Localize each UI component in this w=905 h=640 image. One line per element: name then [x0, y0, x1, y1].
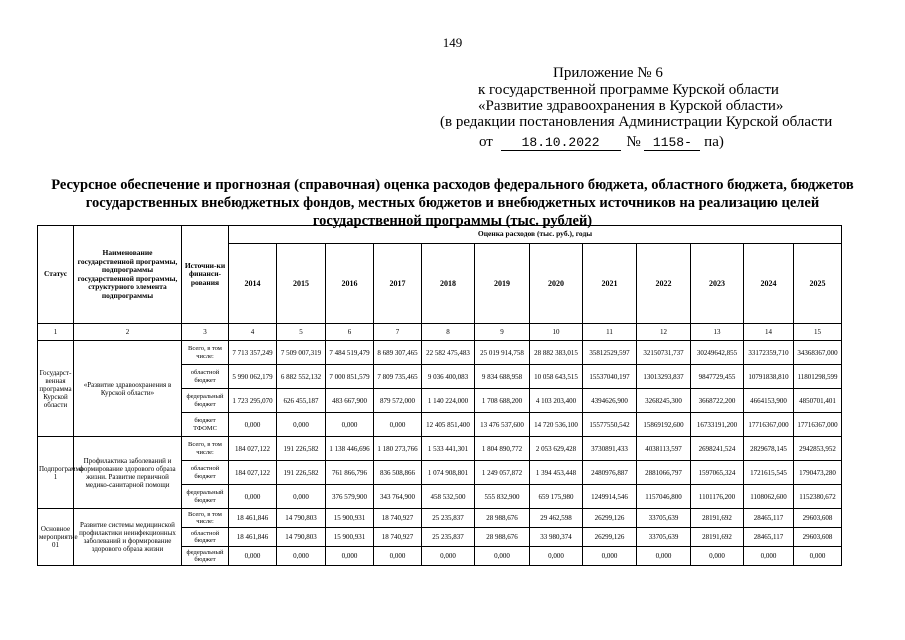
- table-cell: 1 804 890,772: [475, 437, 530, 461]
- table-cell: 2829678,145: [744, 437, 794, 461]
- table-cell: 15577550,542: [583, 413, 637, 437]
- table-cell: 9 834 688,958: [475, 365, 530, 389]
- column-number: 7: [374, 324, 422, 341]
- table-cell: 2480976,887: [583, 461, 637, 485]
- table-cell: 30249642,855: [691, 341, 744, 365]
- table-cell: 33 980,374: [530, 528, 583, 547]
- table-cell: 4 103 203,400: [530, 389, 583, 413]
- row-status: Основное мероприятие 01: [38, 509, 74, 566]
- table-cell: 10 058 643,515: [530, 365, 583, 389]
- table-cell: 15537040,197: [583, 365, 637, 389]
- table-cell: 0,000: [691, 547, 744, 566]
- table-cell: 17716367,000: [744, 413, 794, 437]
- year-header: 2021: [583, 244, 637, 324]
- column-number: 13: [691, 324, 744, 341]
- row-funding-source: областной бюджет: [182, 528, 229, 547]
- appendix-date-line: [479, 132, 724, 152]
- column-number: 14: [744, 324, 794, 341]
- row-status: Государст-венная программа Курской области: [38, 341, 74, 437]
- table-cell: 0,000: [637, 547, 691, 566]
- table-cell: 2698241,524: [691, 437, 744, 461]
- table-cell: 29603,608: [794, 509, 842, 528]
- year-header: 2018: [422, 244, 475, 324]
- table-cell: 9 036 400,083: [422, 365, 475, 389]
- table-cell: 28465,117: [744, 509, 794, 528]
- table-cell: 191 226,582: [277, 437, 326, 461]
- row-funding-source: федеральный бюджет: [182, 389, 229, 413]
- table-cell: 1 140 224,000: [422, 389, 475, 413]
- table-cell: 184 027,122: [229, 461, 277, 485]
- year-header: 2017: [374, 244, 422, 324]
- table-cell: 14 790,803: [277, 528, 326, 547]
- number-label: №: [626, 134, 641, 150]
- table-cell: 3668722,200: [691, 389, 744, 413]
- column-number: 5: [277, 324, 326, 341]
- table-cell: 18 740,927: [374, 509, 422, 528]
- table-cell: 0,000: [277, 547, 326, 566]
- table-cell: 0,000: [229, 547, 277, 566]
- table-cell: 29 462,598: [530, 509, 583, 528]
- table-cell: 1249914,546: [583, 485, 637, 509]
- row-funding-source: областной бюджет: [182, 461, 229, 485]
- table-cell: 14 720 536,100: [530, 413, 583, 437]
- table-cell: 11801298,599: [794, 365, 842, 389]
- resolution-date: 18.10.2022: [501, 135, 621, 151]
- year-header: 2022: [637, 244, 691, 324]
- table-row: [38, 437, 842, 461]
- table-cell: 0,000: [794, 547, 842, 566]
- column-number: 2: [74, 324, 182, 341]
- table-cell: 1 723 295,070: [229, 389, 277, 413]
- table-cell: 343 764,900: [374, 485, 422, 509]
- resource-table: [37, 225, 842, 566]
- table-cell: 7 484 519,479: [326, 341, 374, 365]
- table-cell: 25 235,837: [422, 528, 475, 547]
- table-cell: 1152380,672: [794, 485, 842, 509]
- table-cell: 0,000: [583, 547, 637, 566]
- row-program-name: Профилактика заболеваний и формирование здорового образа жизни. Развитие первичной медико-санитарной помощи: [74, 437, 182, 509]
- column-number: 10: [530, 324, 583, 341]
- table-cell: 28 882 383,015: [530, 341, 583, 365]
- table-cell: 2942853,952: [794, 437, 842, 461]
- year-header: 2019: [475, 244, 530, 324]
- table-cell: 12 405 851,400: [422, 413, 475, 437]
- table-cell: 761 866,796: [326, 461, 374, 485]
- column-numbers-row: [38, 324, 842, 341]
- year-header: 2025: [794, 244, 842, 324]
- table-cell: 1721615,545: [744, 461, 794, 485]
- column-number: 1: [38, 324, 74, 341]
- table-cell: 18 461,846: [229, 528, 277, 547]
- header-name: Наименование государственной программы, подпрограммы государственной программы, структурного элемента подпрограммы: [74, 226, 182, 324]
- column-number: 15: [794, 324, 842, 341]
- table-cell: 184 027,122: [229, 437, 277, 461]
- column-number: 8: [422, 324, 475, 341]
- column-number: 3: [182, 324, 229, 341]
- table-cell: 0,000: [422, 547, 475, 566]
- table-cell: 0,000: [530, 547, 583, 566]
- table-cell: 458 532,500: [422, 485, 475, 509]
- table-cell: 1 138 446,696: [326, 437, 374, 461]
- row-funding-source: бюджет ТФОМС: [182, 413, 229, 437]
- table-cell: 4664153,900: [744, 389, 794, 413]
- year-header: 2014: [229, 244, 277, 324]
- table-cell: 9847729,455: [691, 365, 744, 389]
- table-cell: 0,000: [277, 413, 326, 437]
- table-cell: 2881066,797: [637, 461, 691, 485]
- table-cell: 28465,117: [744, 528, 794, 547]
- table-cell: 0,000: [326, 547, 374, 566]
- table-cell: 0,000: [277, 485, 326, 509]
- header-source: Источни-ки финанси-рования: [182, 226, 229, 324]
- table-cell: 28 988,676: [475, 528, 530, 547]
- table-cell: 33172359,710: [744, 341, 794, 365]
- table-cell: 18 740,927: [374, 528, 422, 547]
- table-cell: 1790473,280: [794, 461, 842, 485]
- table-cell: 7 713 357,249: [229, 341, 277, 365]
- table-cell: 26299,126: [583, 528, 637, 547]
- year-header: 2016: [326, 244, 374, 324]
- table-cell: 7 809 735,465: [374, 365, 422, 389]
- row-funding-source: Всего, в том числе:: [182, 509, 229, 528]
- table-cell: 33705,639: [637, 509, 691, 528]
- row-funding-source: федеральный бюджет: [182, 547, 229, 566]
- table-cell: 0,000: [229, 413, 277, 437]
- year-header: 2020: [530, 244, 583, 324]
- table-cell: 1 708 688,200: [475, 389, 530, 413]
- table-row: [38, 341, 842, 365]
- table-cell: 15 900,931: [326, 509, 374, 528]
- row-funding-source: Всего, в том числе:: [182, 341, 229, 365]
- table-cell: 4394626,900: [583, 389, 637, 413]
- table-cell: 16733191,200: [691, 413, 744, 437]
- table-cell: 33705,639: [637, 528, 691, 547]
- table-cell: 1 394 453,448: [530, 461, 583, 485]
- header-status: Статус: [38, 226, 74, 324]
- table-cell: 7 509 007,319: [277, 341, 326, 365]
- column-number: 6: [326, 324, 374, 341]
- row-funding-source: областной бюджет: [182, 365, 229, 389]
- appendix-line-3: «Развитие здравоохранения в Курской области»: [478, 98, 784, 114]
- table-cell: 13 476 537,600: [475, 413, 530, 437]
- table-cell: 8 689 307,465: [374, 341, 422, 365]
- table-cell: 1597065,324: [691, 461, 744, 485]
- table-cell: 25 019 914,758: [475, 341, 530, 365]
- row-status: Подпрограмма 1: [38, 437, 74, 509]
- table-cell: 3730891,433: [583, 437, 637, 461]
- table-cell: 28191,692: [691, 509, 744, 528]
- row-program-name: «Развитие здравоохранения в Курской области»: [74, 341, 182, 437]
- table-cell: 836 508,866: [374, 461, 422, 485]
- table-cell: 879 572,000: [374, 389, 422, 413]
- row-program-name: Развитие системы медицинской профилактики неинфекционных заболеваний и формирование здорового образа жизни: [74, 509, 182, 566]
- appendix-line-1: Приложение № 6: [553, 65, 663, 81]
- year-header: 2023: [691, 244, 744, 324]
- table-cell: 10791838,810: [744, 365, 794, 389]
- appendix-line-2: к государственной программе Курской области: [478, 82, 779, 98]
- table-cell: 35812529,597: [583, 341, 637, 365]
- row-funding-source: Всего, в том числе:: [182, 437, 229, 461]
- table-cell: 555 832,900: [475, 485, 530, 509]
- table-cell: 0,000: [374, 413, 422, 437]
- table-cell: 1 533 441,301: [422, 437, 475, 461]
- table-cell: 22 582 475,483: [422, 341, 475, 365]
- document-title: Ресурсное обеспечение и прогнозная (справочная) оценка расходов федерального бюджета, областного бюджета, бюджетов государственных внебюджетных фондов, местных бюджетов и внебюджетных источников на реализацию целей государственной программы (тыс. рублей): [51, 177, 854, 229]
- table-cell: 32150731,737: [637, 341, 691, 365]
- table-cell: 1 249 057,872: [475, 461, 530, 485]
- table-cell: 1157046,800: [637, 485, 691, 509]
- table-cell: 1 074 908,801: [422, 461, 475, 485]
- table-cell: 483 667,900: [326, 389, 374, 413]
- table-cell: 17716367,000: [794, 413, 842, 437]
- table-cell: 1 180 273,766: [374, 437, 422, 461]
- column-number: 12: [637, 324, 691, 341]
- year-header: 2015: [277, 244, 326, 324]
- table-cell: 659 175,980: [530, 485, 583, 509]
- column-number: 11: [583, 324, 637, 341]
- header-estimate: Оценка расходов (тыс. руб.), годы: [229, 226, 842, 244]
- table-cell: 28 988,676: [475, 509, 530, 528]
- from-label: от: [479, 134, 493, 150]
- table-cell: 34368367,000: [794, 341, 842, 365]
- table-cell: 15869192,600: [637, 413, 691, 437]
- table-cell: 13013293,837: [637, 365, 691, 389]
- appendix-line-4: (в редакции постановления Администрации Курской области: [440, 114, 833, 130]
- table-cell: 25 235,837: [422, 509, 475, 528]
- table-cell: 191 226,582: [277, 461, 326, 485]
- column-number: 4: [229, 324, 277, 341]
- table-cell: 626 455,187: [277, 389, 326, 413]
- table-cell: 0,000: [475, 547, 530, 566]
- table-cell: 1108062,600: [744, 485, 794, 509]
- table-cell: 18 461,846: [229, 509, 277, 528]
- resolution-number: 1158-: [644, 135, 700, 151]
- table-cell: 6 882 552,132: [277, 365, 326, 389]
- table-cell: 1101176,200: [691, 485, 744, 509]
- table-cell: 26299,126: [583, 509, 637, 528]
- table-cell: 4850701,401: [794, 389, 842, 413]
- table-cell: 28191,692: [691, 528, 744, 547]
- table-cell: 376 579,900: [326, 485, 374, 509]
- table-cell: 0,000: [326, 413, 374, 437]
- column-number: 9: [475, 324, 530, 341]
- table-cell: 0,000: [744, 547, 794, 566]
- table-row: [38, 509, 842, 528]
- table-cell: 7 000 851,579: [326, 365, 374, 389]
- table-cell: 15 900,931: [326, 528, 374, 547]
- page-number: 149: [442, 35, 463, 50]
- table-cell: 2 053 629,428: [530, 437, 583, 461]
- year-header: 2024: [744, 244, 794, 324]
- table-cell: 5 990 062,179: [229, 365, 277, 389]
- table-cell: 0,000: [229, 485, 277, 509]
- table-cell: 3268245,300: [637, 389, 691, 413]
- table-cell: 0,000: [374, 547, 422, 566]
- number-suffix: па): [704, 134, 724, 150]
- row-funding-source: федеральный бюджет: [182, 485, 229, 509]
- table-cell: 29603,608: [794, 528, 842, 547]
- table-cell: 14 790,803: [277, 509, 326, 528]
- table-cell: 4038113,597: [637, 437, 691, 461]
